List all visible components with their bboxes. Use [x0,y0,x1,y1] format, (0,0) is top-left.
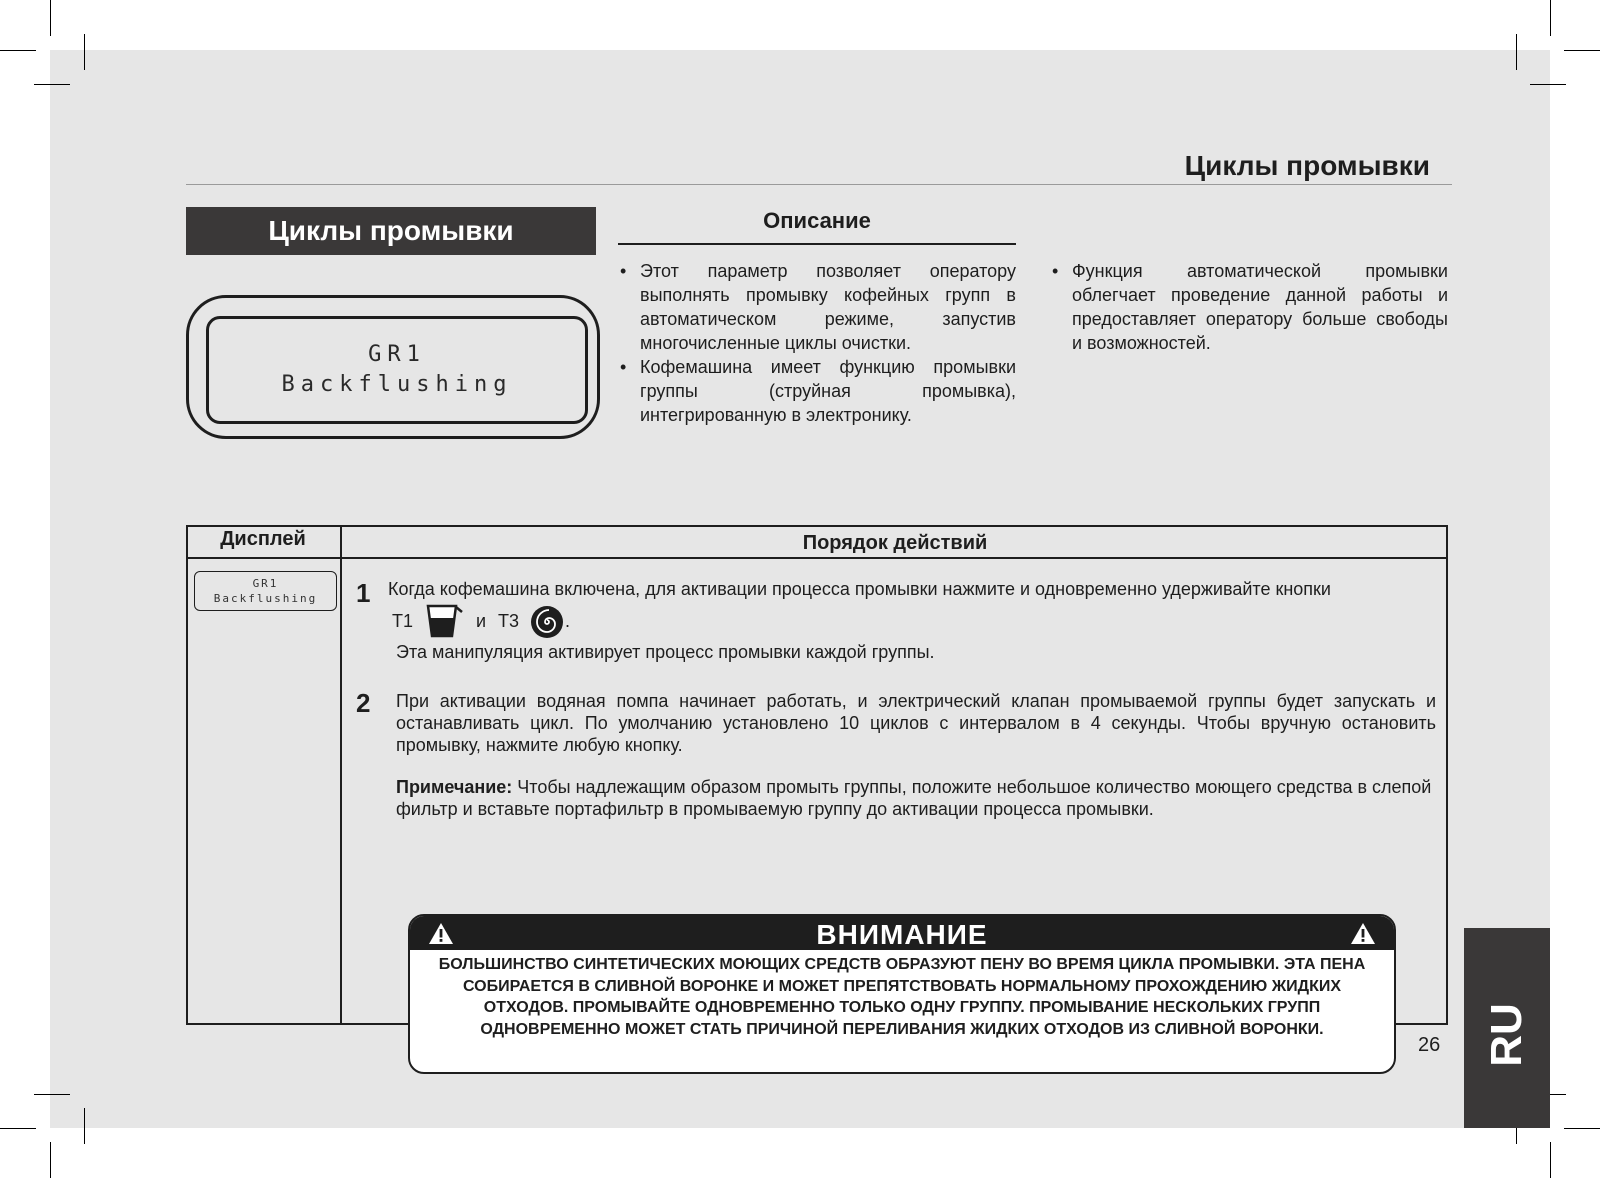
description-divider [618,243,1016,245]
display-screen [206,316,588,424]
coffee-cup-icon [426,604,464,638]
note-text: Чтобы надлежащим образом промыть группы, положите небольшое количество моющего средства в слепой фильтр и вставьте портафильтр в промываемую группу до активации процесса промывки. [396,777,1432,819]
step-1-result: Эта манипуляция активирует процесс промывки каждой группы. [396,642,935,662]
display-line-1: GR1 [368,342,426,367]
crop-mark [1550,1142,1551,1178]
crop-mark [0,1128,36,1129]
crop-mark [34,1094,70,1095]
crop-mark [0,50,36,51]
step-2-text: При активации водяная помпа начинает работать, и электрический клапан промываемой группы будет запускать и останавливать цикл. По умолчанию установлено 10 циклов с интервалом в 4 секунды. Чтобы вручную остановить промывку, нажмите любую кнопку. [396,691,1436,755]
table-column-divider [340,525,342,1025]
mini-display-line-1: GR1 [252,577,279,590]
column-header-procedure: Порядок действий [802,532,988,554]
crop-mark [34,84,70,85]
crop-mark [50,0,51,36]
step-number: 2 [356,688,371,718]
bullet-item: • Этот параметр позволяет оператору выполнять промывку кофейных групп в автоматическом режиме, запустив многочисленные циклы очистки. [618,259,1016,355]
step-1-t3-label: T3 [498,611,520,631]
crop-mark [84,1108,85,1144]
warning-title: ВНИМАНИЕ [816,919,988,950]
crop-mark [1564,1128,1600,1129]
step-1-text: Когда кофемашина включена, для активации процесса промывки нажмите и одновременно удерживайте кнопки [388,579,1331,599]
display-line-2: Backflushing [281,372,513,397]
section-title: Циклы промывки [186,207,596,255]
warning-text: БОЛЬШИНСТВО СИНТЕТИЧЕСКИХ МОЮЩИХ СРЕДСТВ ОБРАЗУЮТ ПЕНУ ВО ВРЕМЯ ЦИКЛА ПРОМЫВКИ. ЭТА ПЕНА СОБИРАЕТСЯ В СЛИВНОЙ ВОРОНКЕ И МОЖЕТ ПРЕПЯТСТВОВАТЬ НОРМАЛЬНОМУ ПРОХОЖДЕНИЮ ЖИДКИХ ОТХОДОВ. ПРОМЫВАЙТЕ ОДНОВРЕМЕННО ТОЛЬКО ОДНУ ГРУППУ. ПРОМЫВАНИЕ НЕСКОЛЬКИХ ГРУПП ОДНОВРЕМЕННО МОЖЕТ СТАТЬ ПРИЧИНОЙ ПЕРЕЛИВАНИЯ ЖИДКИХ ОТХОДОВ ИЗ СЛИВНОЙ ВОРОНКИ. [438,956,1366,1038]
warning-box [408,914,1396,1074]
step-1-t1-label: T1 [392,611,414,631]
crop-mark [1516,34,1517,70]
crop-mark [1530,84,1566,85]
warning-triangle-icon [1350,922,1376,945]
step-number: 1 [356,578,371,608]
column-header-display: Дисплей [220,528,306,550]
description-heading: Описание [763,208,871,233]
page-header-title: Циклы промывки [1184,150,1430,181]
table-header-divider [186,557,1448,559]
description-bullets-right [1050,259,1448,355]
mini-display [194,571,337,611]
crop-mark [84,34,85,70]
page-number: 26 [1418,1034,1441,1056]
header-divider [186,184,1452,185]
spiral-icon [530,605,564,639]
step-1-conjunction: и [476,611,487,631]
step-1-period: . [565,611,571,631]
note-label: Примечание: [396,777,513,797]
crop-mark [50,1142,51,1178]
language-label: RU [1482,1003,1531,1067]
bullet-item: • Функция автоматической промывки облегчает проведение данной работы и предоставляет оператору больше свободы и возможностей. [1050,259,1448,355]
crop-mark [1564,50,1600,51]
description-bullets-left [618,259,1016,427]
mini-display-line-2: Backflushing [213,592,318,605]
crop-mark [1550,0,1551,36]
bullet-item: • Кофемашина имеет функцию промывки группы (струйная промывка), интегрированную в электронику. [618,355,1016,427]
step-2-note [396,776,1436,820]
